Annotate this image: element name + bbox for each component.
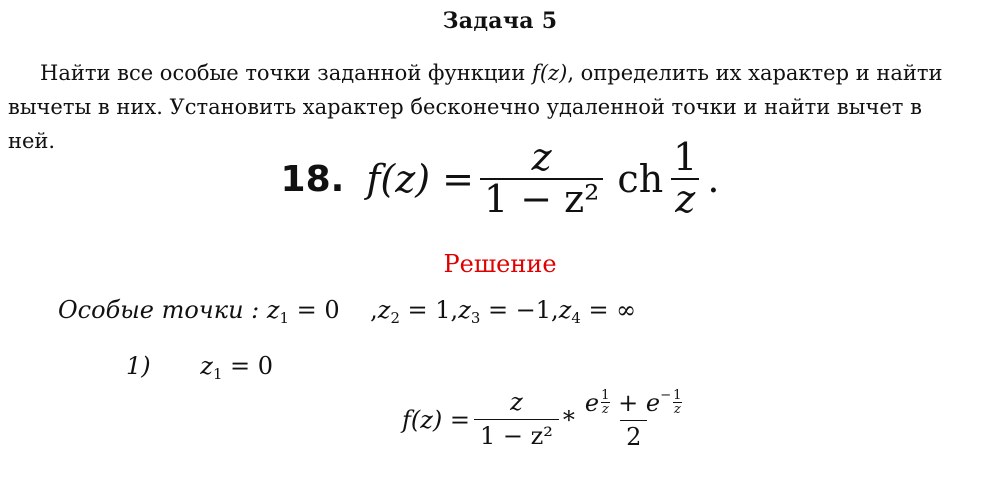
task-function-symbol: f(z) [532,61,568,85]
z2-sub: 2 [390,309,400,328]
exp2-num: 1 [673,388,682,403]
exp-den: 2 [620,420,647,452]
z3-value: = −1, [480,296,559,324]
plus: + [610,388,646,417]
problem-ch-argument [669,135,701,221]
solution-heading: Решение [443,250,557,278]
z3-base: z [458,296,471,324]
problem-formula [0,135,1000,221]
problem-ch: ch [617,157,664,201]
expansion-den: 1 − z² [474,419,559,451]
problem-number: 18. [280,158,345,200]
list-separator: , [339,296,378,324]
e2: e [645,388,661,417]
case-1-base: z [200,352,213,380]
expansion-fraction-2 [579,388,689,451]
task-title: Задача 5 [442,8,558,34]
expansion-lhs: f(z) = [402,405,470,434]
expansion-fraction-1 [474,388,559,451]
exp2-den: z [673,402,681,418]
problem-numerator: z [531,135,552,180]
z4-sub: 4 [571,309,581,328]
z3-sub: 3 [470,309,481,328]
expansion-operator: * [562,405,575,434]
task-text-part1: Найти все особые точки заданной функции [40,61,533,85]
problem-fraction [480,135,603,221]
z1-value: = 0 [289,296,340,324]
task-text-part2: , определить их характер и найти вычеты в них. Установить характер бесконечно удаленной точки и найти вычет в ней. [8,61,943,153]
ch-numerator: 1 [673,135,698,180]
exp-sum [579,388,689,420]
e1: e [584,388,600,417]
case-1-line [126,352,273,383]
singular-points-line [58,296,636,327]
exp2 [672,389,682,416]
singular-points-label: Особые точки : [58,296,260,324]
z4-base: z [558,296,572,324]
z4-value: = ∞ [580,296,637,324]
case-1-value: = 0 [222,352,274,380]
z1-base: z [266,296,280,324]
exp1-den: z [601,402,609,418]
expansion-num: z [510,388,523,417]
exp1-num: 1 [601,388,610,403]
exp2-sign: − [660,388,672,403]
problem-denominator: 1 − z² [480,178,603,220]
ch-denominator: z [671,178,699,220]
case-1-sub: 1 [212,365,223,384]
singular-points-list [266,296,637,328]
problem-lhs: f(z) = [366,157,474,201]
z2-value: = 1, [399,296,459,324]
z1-sub: 1 [279,309,289,328]
case-1-index: 1) [126,352,151,380]
exp1 [600,389,610,416]
problem-end: . [707,157,720,201]
expansion-formula [402,388,693,451]
z2-base: z [377,296,391,324]
